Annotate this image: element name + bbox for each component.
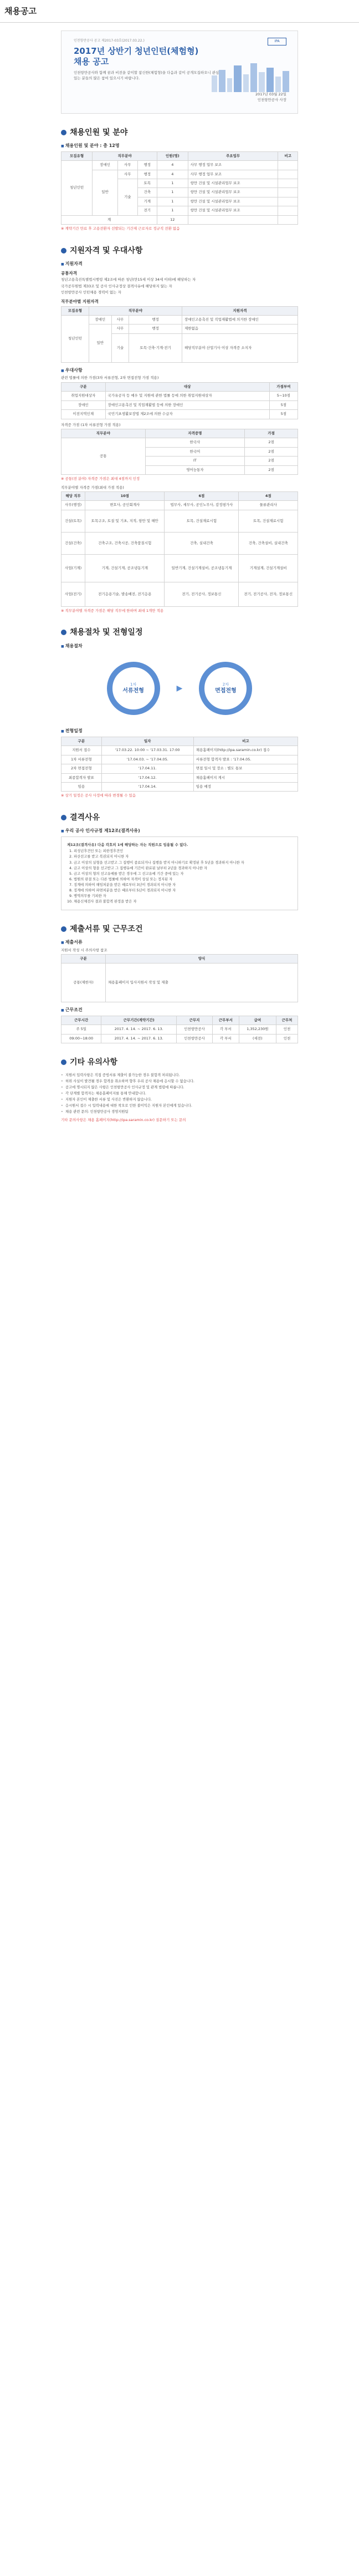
field-qualification-table <box>61 306 298 363</box>
table-cell: 인천 <box>276 1025 298 1034</box>
table-cell: 토목, 건설재료시험 <box>239 510 298 532</box>
table-cell: 행정 <box>129 315 182 324</box>
table-cell: 청년인턴 <box>61 161 93 216</box>
list-item: 4. 금고 이상의 형을 선고받고 그 집행유예 기간이 완료된 날부터 2년을 경과하지 아니한 자 <box>74 866 292 871</box>
table-header: 모집유형 <box>61 306 89 315</box>
table-cell: 장애인 <box>61 400 106 409</box>
subsection-title: ■ 채용인원 및 분야 : 총 12명 <box>61 143 298 149</box>
table-cell: 토목구조, 토질 및 기초, 지적, 항만 및 해안 <box>85 510 165 532</box>
section-other-notes <box>61 1057 298 1123</box>
process-diagram <box>61 658 298 719</box>
process-step <box>199 662 252 715</box>
table-cell: 2점 <box>245 465 298 474</box>
table-header: 급여 <box>239 1016 276 1025</box>
table-cell: 항만 건설 및 시설관리업무 보조 <box>188 206 278 215</box>
table-header: 10점 <box>85 491 165 500</box>
table-cell: 전기, 전기공사, 정보통신 <box>165 582 239 606</box>
table-cell: 2차 면접전형 <box>61 764 102 773</box>
list-item: • 각 단계별 합격자는 채용홈페이지를 통해 안내합니다. <box>61 1091 298 1096</box>
table-header: 근무지 <box>176 1016 212 1025</box>
table-cell: 건축구조, 건축시공, 건축품질시험 <box>85 532 165 554</box>
table-cell: 1 <box>157 179 188 188</box>
notice-signer: 인천항만공사 사장 <box>257 97 286 102</box>
table-header: 4점 <box>239 491 298 500</box>
preference-table <box>61 382 298 419</box>
table-cell: 사업(기계) <box>61 554 85 582</box>
section-title: 제출서류 및 근무조건 <box>70 924 143 934</box>
list-item: 1. 피성년후견인 또는 피한정후견인 <box>74 849 292 854</box>
table-cell: 이전지역인재 <box>61 410 106 419</box>
table-header: 비고 <box>193 737 298 746</box>
table-cell: 12 <box>157 215 188 224</box>
section-title: 채용절차 및 전형일정 <box>70 628 143 637</box>
table-row <box>61 773 298 782</box>
section-heading <box>61 924 298 935</box>
table-cell: 기술 <box>118 179 138 216</box>
table-cell: 5점 <box>269 410 298 419</box>
table-cell: 서류전형 합격자 발표 : '17.04.05. <box>193 755 298 764</box>
list-item: 9. 병역의무를 기피한 자 <box>74 894 292 899</box>
table-cell: '17.04.12. <box>101 773 193 782</box>
table-cell: 토목 <box>137 179 157 188</box>
subsection-title: ■ 우리 공사 인사규정 제12조(결격사유) <box>61 828 298 834</box>
table-header: 가점 <box>245 429 298 438</box>
table-cell: 기계설계, 건설기계설비 <box>239 554 298 582</box>
list-item: • 공고에 명시되지 않은 사항은 인천항만공사 인사규정 및 관계 법령에 따릅니다. <box>61 1085 298 1090</box>
table-cell: 2점 <box>245 457 298 465</box>
table-cell: 사무(행정) <box>61 501 85 510</box>
table-cell: 4 <box>157 161 188 170</box>
table-header: 가점부여 <box>269 382 298 391</box>
table-cell: 토목·건축·기계·전기 <box>129 333 182 362</box>
table-cell: 각 부서 <box>213 1025 239 1034</box>
table-cell: 면접 일시 및 장소 : 별도 통보 <box>193 764 298 773</box>
section-documents-conditions <box>61 924 298 1044</box>
table-header: 직무분야 <box>89 306 182 315</box>
table-cell: 장애인 <box>93 161 118 170</box>
table-cell: 사무 <box>111 315 129 324</box>
notice-banner <box>61 31 298 114</box>
section-bullet-icon <box>61 630 66 635</box>
table-cell: 사업(전기) <box>61 582 85 606</box>
table-row <box>61 392 298 400</box>
table-cell: 1 <box>157 188 188 197</box>
table-cell: 장애인 <box>89 315 111 324</box>
table-cell <box>278 206 298 215</box>
table-cell: 기계 <box>137 197 157 206</box>
section-note: ※ 계약기간 만료 후 고용전환자 선발되는 기간제 근로자로 정규직 전환 없음 <box>61 226 180 231</box>
table-cell <box>278 161 298 170</box>
common-qualification-title: 공통자격 <box>61 270 77 276</box>
conditions-table <box>61 1016 298 1043</box>
documents-table <box>61 954 298 1002</box>
common-qualification-item: 국가공무원법 제33조 및 공사 인사규정상 결격사유에 해당하지 않는 자 <box>61 283 172 288</box>
table-cell: 장애인고용촉진 및 직업재활법 등에 의한 장애인 <box>105 400 269 409</box>
table-cell: 전기 <box>137 206 157 215</box>
section-heading <box>61 812 298 823</box>
table-cell <box>278 197 298 206</box>
list-item: 10. 채용신체검사 결과 불합격 판정을 받은 자 <box>74 899 292 904</box>
schedule-note: ※ 상기 일정은 공사 사정에 따라 변경될 수 있음 <box>61 793 136 798</box>
recruitment-table <box>61 151 298 225</box>
table-row <box>61 170 298 179</box>
table-cell: 09:00~18:00 <box>61 1034 101 1043</box>
table-cell: 해당직무분야 산업기사 이상 자격증 소지자 <box>182 333 298 362</box>
table-cell: 사무 <box>118 161 138 170</box>
field-qualification-title: 직무분야별 지원자격 <box>61 298 99 304</box>
table-cell: 1 <box>157 197 188 206</box>
table-cell: 장애인고용촉진 및 직업재활법에 의거한 장애인 <box>182 315 298 324</box>
table-row <box>61 582 298 606</box>
table-cell: 행정 <box>129 324 182 333</box>
list-item: • 지원서 입력사항은 직접 증빙서류 제출이 불가능한 경우 불합격 처리됩니다. <box>61 1073 298 1078</box>
table-cell <box>278 170 298 179</box>
certificate-intro: 자격증 가점 (1차 서류전형 가점 적용) <box>61 422 121 427</box>
table-cell: 임용 <box>61 783 102 792</box>
subsection-title: ■ 우대사항 <box>61 367 298 374</box>
table-cell: 2점 <box>245 438 298 447</box>
disqualification-list <box>67 849 292 904</box>
arrow-right-icon: ▶ <box>176 684 183 693</box>
section-title: 채용인원 및 분야 <box>70 128 128 137</box>
list-item: 2. 파산선고를 받고 복권되지 아니한 자 <box>74 854 292 859</box>
table-cell: 건축, 실내건축 <box>165 532 239 554</box>
section-heading <box>61 1057 298 1068</box>
table-cell: 건설(토목) <box>61 510 85 532</box>
list-item: • 채용 관련 문의: 인천항만공사 경영지원팀 <box>61 1109 298 1114</box>
section-title: 결격사유 <box>70 813 100 822</box>
table-cell: 채용홈페이지 입사지원서 작성 및 제출 <box>106 964 298 1002</box>
table-cell: 4 <box>157 170 188 179</box>
table-cell <box>188 215 278 224</box>
notes-list <box>61 1073 298 1115</box>
table-row <box>61 400 298 409</box>
section-process <box>61 627 298 799</box>
table-header: 비고 <box>278 151 298 160</box>
notice-title-line1: 2017년 상반기 청년인턴(체험형) <box>74 45 199 56</box>
subsection-title: ■ 근무조건 <box>61 1007 298 1013</box>
table-cell: 한국사 <box>145 438 245 447</box>
table-cell: 인천 <box>276 1034 298 1043</box>
table-cell: 건축 <box>137 188 157 197</box>
section-bullet-icon <box>61 130 66 135</box>
table-row <box>61 532 298 554</box>
table-cell: 토목, 건설재료시험 <box>165 510 239 532</box>
table-cell: 공통 <box>61 438 146 475</box>
subsection-title: ■ 전형일정 <box>61 728 298 734</box>
process-step-number: 1차 <box>130 682 137 687</box>
disqualification-box <box>61 836 298 910</box>
table-cell <box>278 215 298 224</box>
table-row <box>61 764 298 773</box>
table-cell: 5점 <box>269 400 298 409</box>
table-cell: 영어능통자 <box>145 465 245 474</box>
list-item: 6. 법원의 판결 또는 다른 법률에 의하여 자격이 상실 또는 정지된 자 <box>74 877 292 882</box>
table-cell: 각 부서 <box>213 1034 239 1043</box>
table-cell: 인천항만공사 <box>176 1034 212 1043</box>
list-item: 7. 징계에 의하여 해임처분을 받은 때로부터 3년이 경과되지 아니한 자 <box>74 883 292 888</box>
table-cell: '17.04.11. <box>101 764 193 773</box>
section-heading <box>61 127 298 138</box>
section-heading <box>61 245 298 256</box>
notice-title-line2: 채용 공고 <box>74 56 109 67</box>
section-title: 지원자격 및 우대사항 <box>70 246 143 255</box>
table-cell: 사무 <box>111 324 129 333</box>
table-row <box>61 1034 298 1043</box>
job-certificate-intro: 직무분야별 자격증 가점(최대 가점 적용) <box>61 485 124 490</box>
section-qualifications <box>61 245 298 614</box>
table-cell: 채용홈페이지 게시 <box>193 773 298 782</box>
table-header: 주요업무 <box>188 151 278 160</box>
schedule-table <box>61 737 298 792</box>
table-header: 직무분야 <box>93 151 157 160</box>
page-title: 채용공고 <box>0 0 359 23</box>
table-total-row <box>61 215 298 224</box>
table-cell: 전기응용기술, 발송배전, 전기응용 <box>85 582 165 606</box>
table-row <box>61 510 298 532</box>
section-title: 기타 유의사항 <box>70 1058 118 1067</box>
table-cell: 일반기계, 건설기계설비, 공조냉동기계 <box>165 554 239 582</box>
table-cell: 인천항만공사 <box>176 1025 212 1034</box>
table-cell: 법무사, 세무사, 공인노무사, 감정평가사 <box>165 501 239 510</box>
table-row <box>61 1025 298 1034</box>
table-cell: 제한없음 <box>182 324 298 333</box>
table-row <box>61 501 298 510</box>
table-cell: 변호사, 공인회계사 <box>85 501 165 510</box>
process-step-name: 면접전형 <box>215 688 237 694</box>
table-cell: 항만 건설 및 시설관리업무 보조 <box>188 179 278 188</box>
table-header: 근무부서 <box>213 1016 239 1025</box>
table-cell: 행정 <box>137 161 157 170</box>
table-header: 구분 <box>61 737 102 746</box>
section-bullet-icon <box>61 1059 66 1065</box>
certificate-note: ※ 공통(전 분야) 자격증 가점은 최대 4점까지 인정 <box>61 476 140 481</box>
table-row <box>61 410 298 419</box>
process-step <box>107 662 160 715</box>
table-header: 구분 <box>61 954 106 963</box>
table-row <box>61 324 298 333</box>
section-bullet-icon <box>61 815 66 820</box>
table-row <box>61 554 298 582</box>
table-row <box>61 964 298 1002</box>
table-cell <box>278 188 298 197</box>
table-header: 6점 <box>165 491 239 500</box>
table-cell: 전기, 전기공사, 전자, 정보통신 <box>239 582 298 606</box>
job-certificate-table <box>61 491 298 607</box>
table-cell: 기술 <box>111 333 129 362</box>
certificate-table <box>61 429 298 475</box>
notice-date-block <box>255 92 286 103</box>
table-cell: 일반 <box>93 170 118 215</box>
table-cell: 지원서 접수 <box>61 746 102 755</box>
section-recruitment-fields <box>61 127 298 232</box>
process-step-number: 2차 <box>222 682 229 687</box>
table-cell: 공통(제한자) <box>61 964 106 1002</box>
table-row <box>61 161 298 170</box>
section-heading <box>61 627 298 638</box>
job-certificate-note: ※ 직무분야별 자격증 가점은 해당 직무에 한하며 최대 1개만 적용 <box>61 608 164 613</box>
list-item: 5. 금고 이상의 형의 선고유예를 받은 경우에 그 선고유예 기간 중에 있는 자 <box>74 871 292 876</box>
table-header: 일자 <box>101 737 193 746</box>
table-cell: 2017. 4. 14. ~ 2017. 6. 13. <box>101 1034 177 1043</box>
table-cell: 최종합격자 발표 <box>61 773 102 782</box>
table-header: 자격증명 <box>145 429 245 438</box>
table-cell: (세전) <box>239 1034 276 1043</box>
notice-date: 2017년 03월 22일 <box>255 92 286 97</box>
table-cell: 1 <box>157 206 188 215</box>
list-item: • 응시원서 접수 시 입력내용에 대한 착오로 인한 불이익은 지원자 본인에게 있습니다. <box>61 1103 298 1108</box>
table-cell: 1차 서류전형 <box>61 755 102 764</box>
table-cell: 주 5일 <box>61 1025 101 1034</box>
table-cell: 건설(건축) <box>61 532 85 554</box>
table-header: 근무기간(계약기간) <box>101 1016 177 1025</box>
table-row <box>61 438 298 447</box>
subsection-title: ■ 제출서류 <box>61 939 298 946</box>
list-item: • 지원자 본인이 제출한 서류 및 사진은 반환하지 않습니다. <box>61 1097 298 1102</box>
table-header: 구분 <box>61 382 106 391</box>
table-cell: 일반 <box>89 324 111 362</box>
table-cell: 기계, 건설기계, 공조냉동기계 <box>85 554 165 582</box>
table-header: 근무처 <box>276 1016 298 1025</box>
table-row <box>61 315 298 324</box>
table-cell: IT <box>145 457 245 465</box>
table-header: 지원자격 <box>182 306 298 315</box>
table-cell: '17.04.14. <box>101 783 193 792</box>
table-cell: 건축, 건축설비, 실내건축 <box>239 532 298 554</box>
table-header: 양식 <box>106 954 298 963</box>
table-row <box>61 783 298 792</box>
section-bullet-icon <box>61 926 66 932</box>
notice-intro: 인천항만공사와 함께 꿈과 비전을 같이할 참신한(체험형)을 다음과 같이 공개모집하오니 관심 있는 분들의 많은 참여 있으시기 바랍니다. <box>74 70 219 80</box>
table-cell: 취업지원대상자 <box>61 392 106 400</box>
disqualification-intro: 제12조(결격사유) 다음 각호의 1에 해당하는 자는 직원으로 임용될 수 없다. <box>67 842 188 847</box>
table-header: 근무시간 <box>61 1016 101 1025</box>
table-header: 직무분야 <box>61 429 146 438</box>
table-cell: 청년인턴 <box>61 315 89 362</box>
table-header: 모집유형 <box>61 151 93 160</box>
subsection-title: ■ 지원자격 <box>61 261 298 267</box>
table-cell: 5~10점 <box>269 392 298 400</box>
table-cell: '17.03.22. 10:00 ~ '17.03.31. 17:00 <box>101 746 193 755</box>
table-cell: 물류관리사 <box>239 501 298 510</box>
table-cell: 항만 건설 및 시설관리업무 보조 <box>188 197 278 206</box>
table-cell: 사무 행정 업무 보조 <box>188 170 278 179</box>
process-step-name: 서류전형 <box>122 688 144 694</box>
table-cell: 계 <box>61 215 157 224</box>
table-cell: 사무 <box>118 170 138 179</box>
table-cell <box>278 179 298 188</box>
table-cell: 사무 행정 업무 보조 <box>188 161 278 170</box>
footer-contact-link[interactable]: 기타 문의사항은 채용 홈페이지(http://ipa.saramin.co.kr) 질문하기 또는 문의 <box>61 1118 186 1123</box>
documents-note: 지원서 작성 시 주의사항 참조 <box>61 947 107 952</box>
subsection-title: ■ 채용절차 <box>61 643 298 650</box>
table-cell: 2017. 4. 14. ~ 2017. 6. 13. <box>101 1025 177 1034</box>
notice-number: 인천항만공사 공고 제2017-03호(2017.03.22.) <box>74 38 145 43</box>
table-header: 인원(명) <box>157 151 188 160</box>
table-cell: '17.04.03. ~ '17.04.05. <box>101 755 193 764</box>
section-disqualification <box>61 812 298 910</box>
common-qualification-item: 청년고용촉진특별법시행령 제2조에 따른 청년(만15세 이상 34세 이하)에 해당하는 자 <box>61 277 196 282</box>
list-item: • 허위 사실이 발견될 경우 합격을 취소하며 향후 우리 공사 채용에 응시할 수 없습니다. <box>61 1079 298 1084</box>
city-skyline-illustration <box>209 53 292 92</box>
table-row <box>61 755 298 764</box>
section-bullet-icon <box>61 248 66 253</box>
table-cell: 국가유공자 등 예우 및 지원에 관한 법률 등에 의한 취업지원대상자 <box>105 392 269 400</box>
preference-intro: 관련 법률에 의한 가점(3차 서류전형, 2차 면접전형 가점 적용) <box>61 376 159 381</box>
table-row <box>61 746 298 755</box>
table-cell: 국민기초생활보장법 제2조에 의한 수급자 <box>105 410 269 419</box>
table-cell: 1,352,230원 <box>239 1025 276 1034</box>
table-cell: 채용홈페이지(http://ipa.saramin.co.kr) 접수 <box>193 746 298 755</box>
table-cell: 항만 건설 및 시설관리업무 보조 <box>188 188 278 197</box>
list-item: 3. 금고 이상의 실형을 선고받고 그 집행이 종료되거나 집행을 받지 아니하기로 확정된 후 5년을 경과하지 아니한 자 <box>74 860 292 865</box>
company-logo: IPA <box>268 38 286 45</box>
table-cell: 행정 <box>137 170 157 179</box>
table-header: 해당 직무 <box>61 491 85 500</box>
common-qualification-item: 인천항만공사 인턴채용 경력이 없는 자 <box>61 290 121 295</box>
table-header: 대상 <box>105 382 269 391</box>
table-cell: 임용 예정 <box>193 783 298 792</box>
list-item: 8. 징계에 의하여 파면처분을 받은 때로부터 5년이 경과되지 아니한 자 <box>74 888 292 893</box>
table-cell: 2점 <box>245 447 298 456</box>
table-cell: 한국어 <box>145 447 245 456</box>
